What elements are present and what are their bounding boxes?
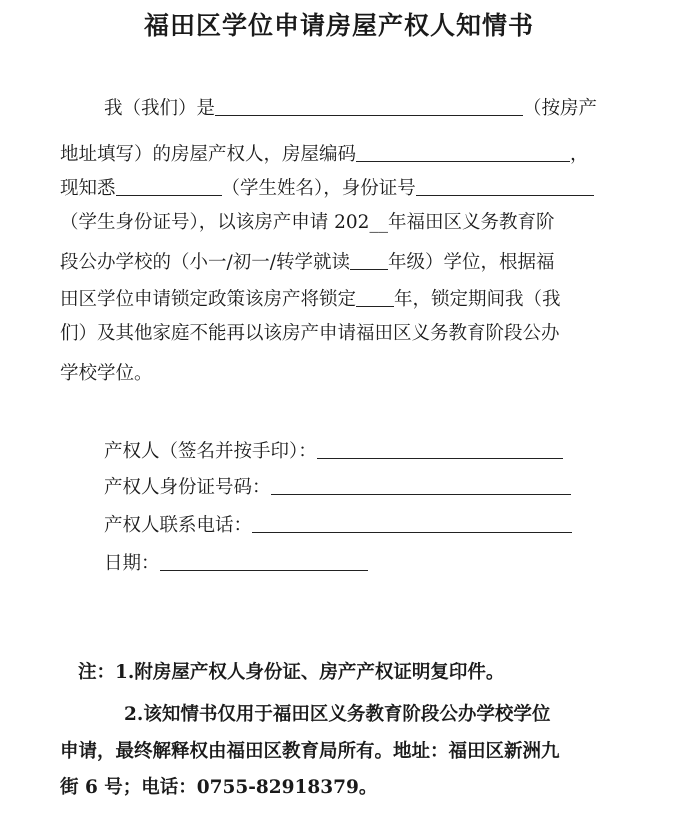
body-text: 年级）学位，根据福 [387, 252, 555, 273]
body-line-5 [60, 248, 554, 278]
note-4: 街 6 号；电话：0755-82918379。 [60, 777, 378, 798]
owner-phone-row [104, 511, 572, 541]
body-line-2 [60, 140, 589, 170]
owner-id-blank[interactable] [271, 474, 571, 495]
house-code-blank[interactable] [356, 141, 570, 162]
date-blank[interactable] [160, 550, 368, 571]
note-2: 2.该知情书仅用于福田区义务教育阶段公办学校学位 [124, 704, 551, 725]
body-line-6 [60, 285, 561, 315]
owner-phone-label: 产权人联系电话： [104, 515, 253, 536]
note-1: 注：1.附房屋产权人身份证、房产产权证明复印件。 [78, 662, 505, 683]
grade-blank[interactable] [350, 249, 388, 270]
owner-signature-row [104, 437, 563, 467]
body-text: 段公办学校的（小一/初一/转学就读 [60, 252, 350, 273]
body-text: 现知悉 [60, 178, 116, 199]
document-title: 福田区学位申请房屋产权人知情书 [143, 11, 534, 40]
body-line-3 [60, 174, 594, 204]
lock-years-blank[interactable] [356, 286, 394, 307]
student-name-blank[interactable] [116, 175, 222, 196]
note-3: 申请，最终解释权由福田区教育局所有。地址：福田区新洲九 [60, 741, 560, 762]
body-text: 地址填写）的房屋产权人，房屋编码 [60, 144, 357, 165]
body-line-7: 们）及其他家庭不能再以该房产申请福田区义务教育阶段公办 [60, 323, 560, 344]
body-text: 我（我们）是 [104, 98, 216, 119]
body-text: （学生姓名），身份证号 [221, 178, 416, 199]
date-row [104, 549, 368, 579]
body-text: 田区学位申请锁定政策该房产将锁定 [60, 289, 357, 310]
owner-signature-blank[interactable] [317, 438, 563, 459]
body-line-4: （学生身份证号），以该房产申请 202__年福田区义务教育阶 [60, 212, 555, 233]
owner-signature-label: 产权人（签名并按手印）： [104, 441, 317, 462]
body-line-1 [104, 94, 597, 124]
body-text: ， [570, 144, 589, 165]
owner-phone-blank[interactable] [252, 512, 572, 533]
body-text: （按房产 [523, 98, 598, 119]
date-label: 日期： [104, 553, 160, 574]
body-text: 年，锁定期间我（我 [394, 289, 561, 310]
student-id-blank[interactable] [416, 175, 594, 196]
owner-id-row [104, 473, 571, 503]
address-blank[interactable] [215, 95, 523, 116]
owner-id-label: 产权人身份证号码： [104, 477, 271, 498]
body-line-8: 学校学位。 [60, 363, 153, 384]
